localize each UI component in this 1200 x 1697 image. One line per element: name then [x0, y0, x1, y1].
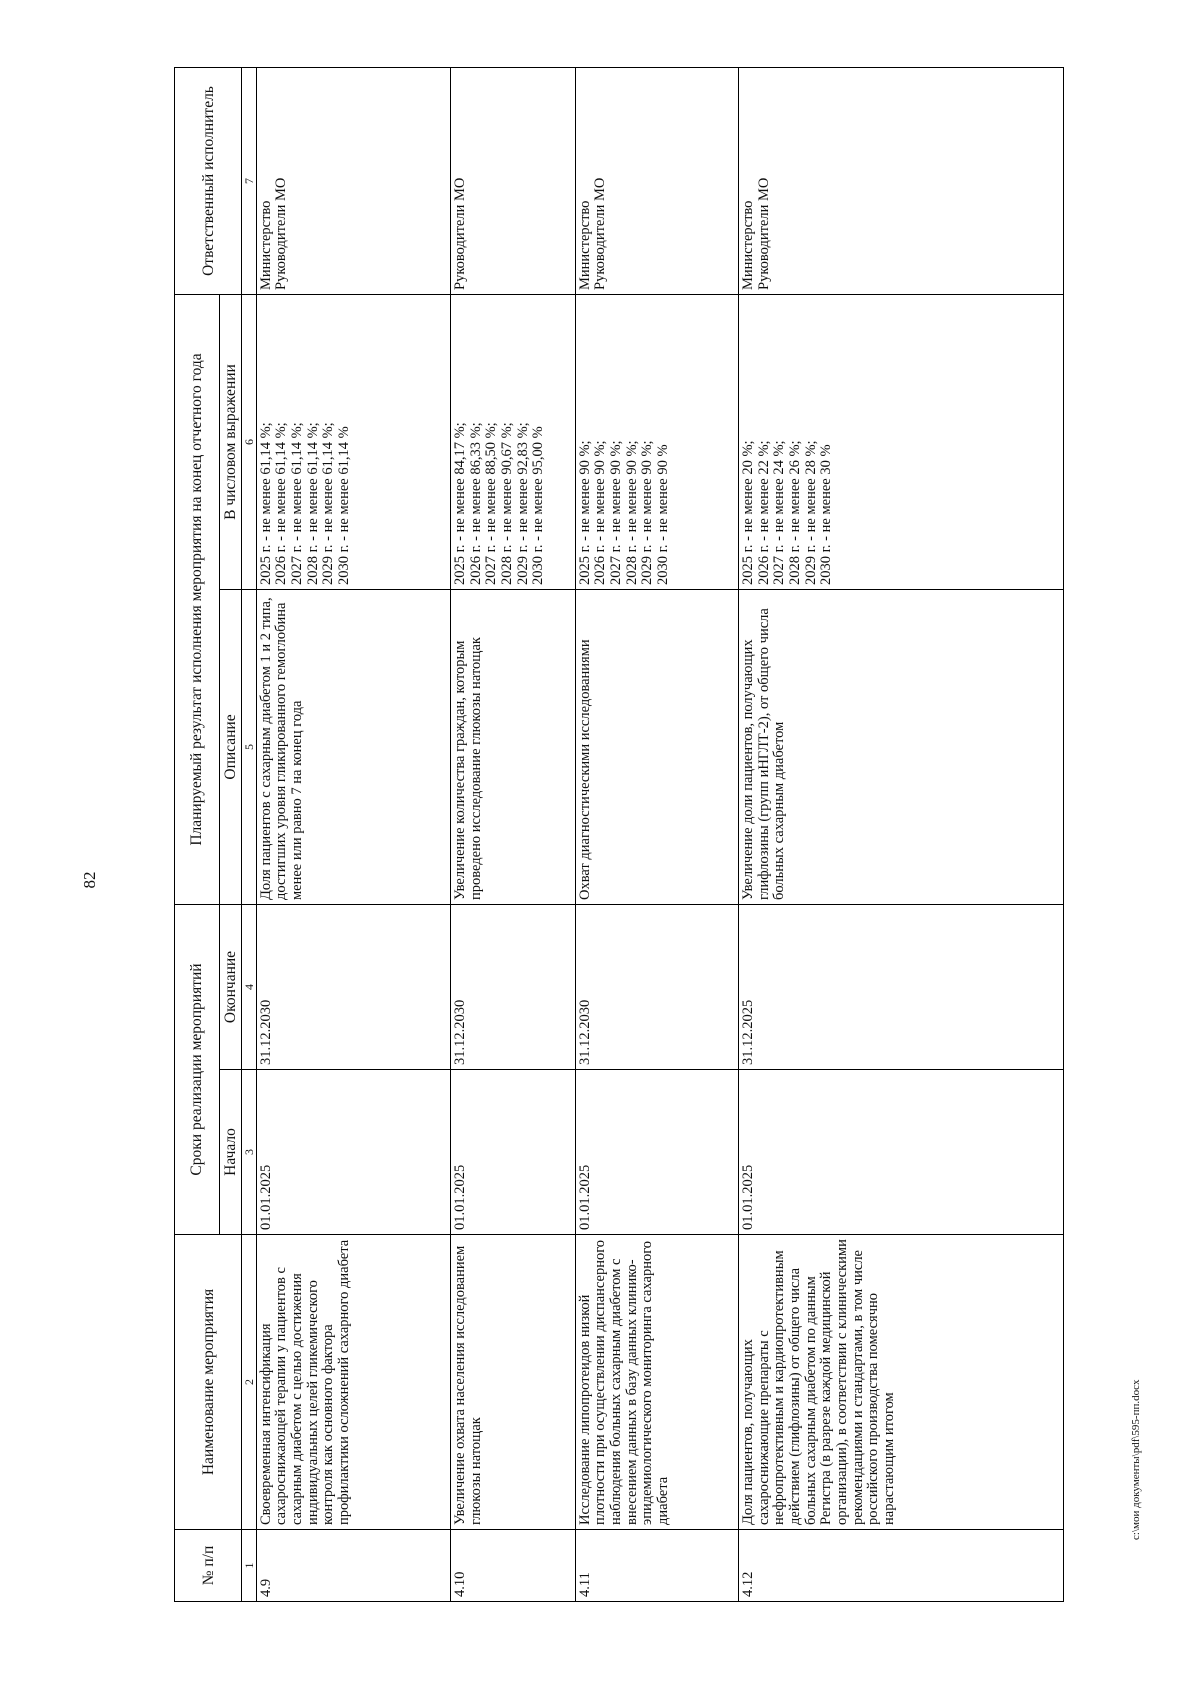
end-date: 31.12.2030	[450, 905, 575, 1070]
table-row	[450, 68, 575, 1602]
result-numeric	[256, 295, 450, 590]
responsible-line: Руководители МО	[273, 177, 290, 290]
row-number: 4.10	[450, 1530, 575, 1602]
numeric-line: 2029 г. - не менее 28 %;	[802, 440, 819, 585]
responsible-line: Министерство	[257, 200, 274, 290]
numeric-line: 2027 г. - не менее 88,50 %;	[483, 422, 500, 585]
result-description: Доля пациентов с сахарным диабетом 1 и 2 типа, достигших уровня гликированного гемоглобина менее или равно 7 на конец года	[256, 590, 450, 905]
numeric-line: 2030 г. - не менее 95,00 %	[530, 426, 547, 585]
numeric-line: 2026 г. - не менее 90 %;	[592, 440, 609, 585]
column-number: 1	[242, 1530, 256, 1602]
numeric-line: 2025 г. - не менее 84,17 %;	[451, 422, 468, 585]
result-description: Увеличение количества граждан, которым проведено исследование глюкозы натощак	[450, 590, 575, 905]
responsible	[450, 68, 575, 295]
table-row	[575, 68, 738, 1602]
rotated-table-container	[174, 68, 1064, 1602]
end-date: 31.12.2030	[575, 905, 738, 1070]
result-description: Увеличение доли пациентов, получающих глифлозины (групп иНГЛТ-2), от общего числа больных сахарным диабетом	[739, 590, 1064, 905]
numeric-line: 2028 г. - не менее 61,14 %;	[304, 422, 321, 585]
numeric-line: 2030 г. - не менее 30 %	[818, 444, 835, 585]
numeric-line: 2026 г. - не менее 22 %;	[755, 440, 772, 585]
header-row-1	[175, 68, 220, 1602]
numeric-line: 2029 г. - не менее 90 %;	[639, 440, 656, 585]
numeric-line: 2025 г. - не менее 20 %;	[740, 440, 757, 585]
numeric-line: 2025 г. - не менее 90 %;	[576, 440, 593, 585]
header-numeric: В числовом выражении	[219, 295, 242, 590]
responsible	[575, 68, 738, 295]
numeric-line: 2028 г. - не менее 26 %;	[787, 440, 803, 585]
responsible-line: Руководители МО	[451, 177, 468, 290]
result-numeric	[575, 295, 738, 590]
column-number: 3	[242, 1070, 256, 1235]
header-number: № п/п	[175, 1530, 242, 1602]
header-end: Окончание	[219, 905, 242, 1070]
numeric-line: 2027 г. - не менее 61,14 %;	[289, 422, 306, 585]
responsible-line: Министерство	[576, 200, 593, 290]
activity-name: Своевременная интенсификация сахароснижающей терапии у пациентов с сахарным диабетом с целью достижения индивидуальных целей гликемического контроля как основного фактора профилактики осложнений сахарного диабета	[256, 1235, 450, 1530]
row-number: 4.11	[575, 1530, 738, 1602]
table-row	[739, 68, 1064, 1602]
numeric-line: 2026 г. - не менее 61,14 %;	[273, 422, 290, 585]
numeric-line: 2029 г. - не менее 92,83 %;	[514, 422, 531, 585]
responsible	[739, 68, 1064, 295]
result-numeric	[450, 295, 575, 590]
result-numeric	[739, 295, 1064, 590]
numeric-line: 2030 г. - не менее 90 %	[654, 444, 671, 585]
numeric-line: 2025 г. - не менее 61,14 %;	[257, 422, 274, 585]
numeric-line: 2028 г. - не менее 90,67 %;	[498, 422, 515, 585]
footer-file-path: c:\мои документы\pdf\595-пп.docx	[1130, 1379, 1142, 1540]
activity-name: Доля пациентов, получающих сахароснижающие препараты с нефропротективным и кардиопротективным действием (глифлозины) от общего числа больных сахарным диабетом по данным Регистра (в разрезе каждой медицинской организации), в соответствии с клиническими рекомендациями и стандартами, в том числе российского производства помесячно нарастающим итогом	[739, 1235, 1064, 1530]
header-terms: Сроки реализации мероприятий	[175, 905, 220, 1235]
end-date: 31.12.2025	[739, 905, 1064, 1070]
activity-name: Исследование липопротеидов низкой плотности при осуществлении диспансерного наблюдения больных сахарным диабетом с внесением данных в базу данных клинико-эпидемиологического мониторинга сахарного диабета	[575, 1235, 738, 1530]
start-date: 01.01.2025	[575, 1070, 738, 1235]
row-number: 4.12	[739, 1530, 1064, 1602]
numeric-line: 2030 г. - не менее 61,14 %	[336, 426, 353, 585]
activity-name: Увеличение охвата населения исследованием глюкозы натощак	[450, 1235, 575, 1530]
responsible-line: Руководители МО	[592, 177, 609, 290]
table-row	[256, 68, 450, 1602]
header-planned-result: Планируемый результат исполнения мероприятия на конец отчетного года	[175, 295, 220, 905]
end-date: 31.12.2030	[256, 905, 450, 1070]
result-description: Охват диагностическими исследованиями	[575, 590, 738, 905]
numeric-line: 2027 г. - не менее 90 %;	[607, 440, 624, 585]
column-number: 2	[242, 1235, 256, 1530]
header-description: Описание	[219, 590, 242, 905]
numeric-line: 2028 г. - не менее 90 %;	[623, 440, 640, 585]
responsible-line: Руководители МО	[755, 177, 772, 290]
column-number-row	[242, 68, 256, 1602]
numeric-line: 2027 г. - не менее 24 %;	[771, 440, 788, 585]
numeric-line: 2029 г. - не менее 61,14 %;	[320, 422, 337, 585]
start-date: 01.01.2025	[256, 1070, 450, 1235]
activities-table	[174, 67, 1064, 1602]
column-number: 4	[242, 905, 256, 1070]
start-date: 01.01.2025	[450, 1070, 575, 1235]
page-number: 82	[80, 871, 99, 889]
numeric-line: 2026 г. - не менее 86,33 %;	[467, 422, 484, 585]
row-number: 4.9	[256, 1530, 450, 1602]
start-date: 01.01.2025	[739, 1070, 1064, 1235]
column-number: 5	[242, 590, 256, 905]
column-number: 7	[242, 68, 256, 295]
header-responsible: Ответственный исполнитель	[175, 68, 242, 295]
header-start: Начало	[219, 1070, 242, 1235]
header-activity-name: Наименование мероприятия	[175, 1235, 242, 1530]
responsible	[256, 68, 450, 295]
column-number: 6	[242, 295, 256, 590]
responsible-line: Министерство	[740, 200, 757, 290]
